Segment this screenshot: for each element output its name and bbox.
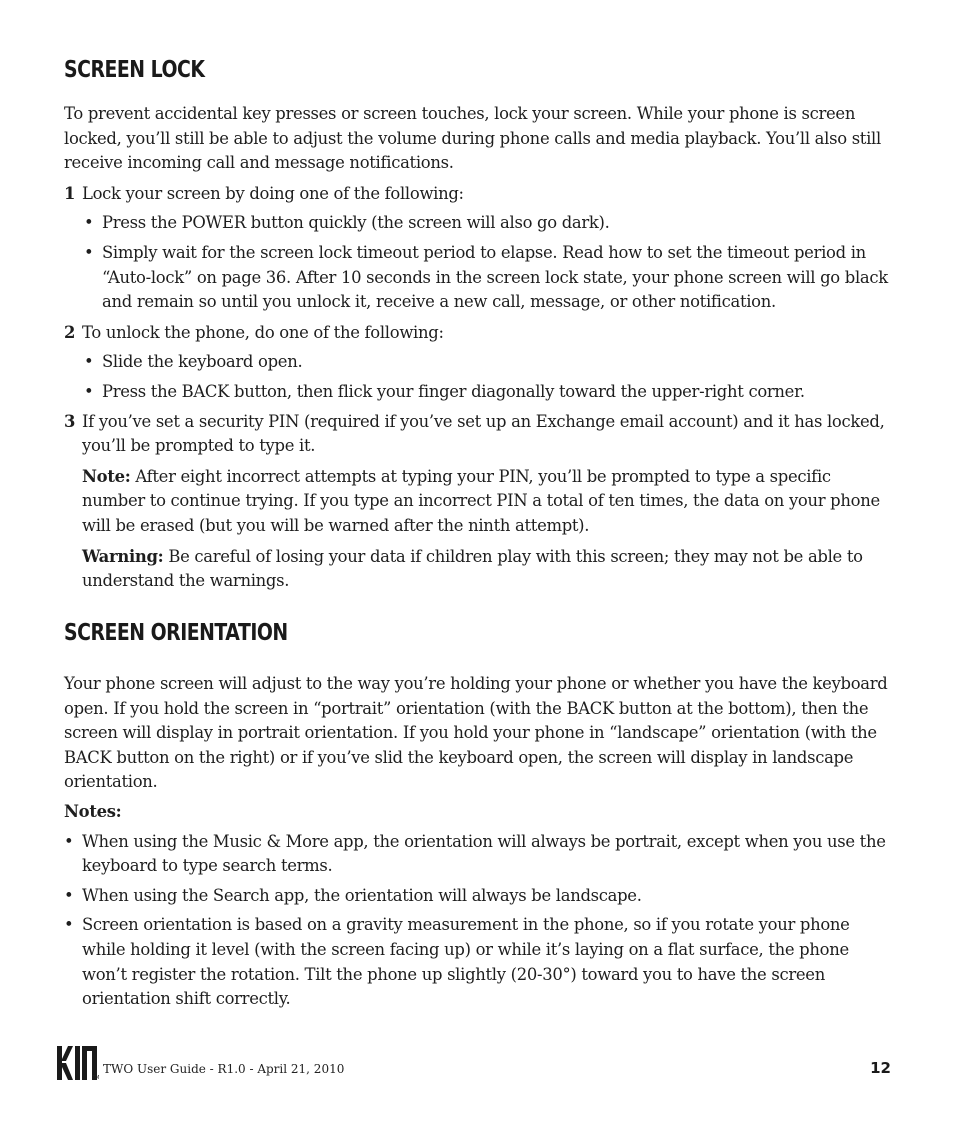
- bullet-icon: •: [84, 352, 94, 372]
- page-footer: [57, 1046, 891, 1086]
- step-number: 3: [64, 411, 76, 431]
- footer-guide-text: TWO User Guide - R1.0 - April 21, 2010: [103, 1062, 345, 1076]
- bullet-icon: •: [84, 213, 94, 233]
- bullet-icon: •: [64, 831, 74, 851]
- list-item-text: Press the POWER button quickly (the screen will also go dark).: [102, 213, 610, 233]
- list-item-text: Simply wait for the screen lock timeout period to elapse. Read how to set the timeout period in “Auto-lock” on page 36. After 10 seconds in the screen lock state, your phone screen will go black and remain so until you unlock it, receive a new call, message, or other notification.: [102, 242, 888, 312]
- warning-paragraph: [64, 545, 890, 594]
- list-item: [64, 211, 890, 236]
- warning-text: Be careful of losing your data if children play with this screen; they may not be able to understand the warnings.: [82, 546, 863, 591]
- trademark: TM: [92, 1075, 100, 1081]
- list-item-text: Press the BACK button, then flick your finger diagonally toward the upper-right corner.: [102, 381, 805, 401]
- step-3: [64, 410, 890, 459]
- bullet-icon: •: [84, 381, 94, 401]
- list-item: [64, 913, 890, 1011]
- note-paragraph: [64, 465, 890, 539]
- section-heading-screen-orientation: SCREEN ORIENTATION: [64, 620, 288, 646]
- list-item: [64, 380, 890, 405]
- kin-logo: [57, 1046, 100, 1081]
- step-2: [64, 321, 890, 346]
- list-item: [64, 350, 890, 375]
- screen-lock-intro: To prevent accidental key presses or screen touches, lock your screen. While your phone is screen locked, you’ll still be able to adjust the volume during phone calls and media playback. You’ll also still receive incoming call and message notifications.: [64, 104, 881, 173]
- list-item-text: When using the Music & More app, the orientation will always be portrait, except when you use the keyboard to type search terms.: [82, 831, 886, 876]
- screen-lock-body: [64, 102, 890, 594]
- bullet-icon: •: [64, 885, 74, 905]
- page-number: 12: [870, 1059, 891, 1077]
- note-label: Note:: [82, 466, 131, 486]
- list-item-text: Slide the keyboard open.: [102, 352, 303, 372]
- step-number: 1: [64, 183, 76, 203]
- step-number: 2: [64, 322, 76, 342]
- warning-label: Warning:: [82, 546, 164, 566]
- list-item: [64, 830, 890, 879]
- step-text: Lock your screen by doing one of the following:: [82, 183, 464, 203]
- bullet-icon: •: [64, 915, 74, 935]
- screen-orientation-body: [64, 672, 890, 1012]
- step-1: [64, 182, 890, 207]
- list-item: [64, 884, 890, 909]
- list-item-text: When using the Search app, the orientation will always be landscape.: [82, 885, 642, 905]
- list-item: [64, 241, 890, 315]
- step-text: To unlock the phone, do one of the following:: [82, 322, 444, 342]
- note-text: After eight incorrect attempts at typing your PIN, you’ll be prompted to type a specific number to continue trying. If you type an incorrect PIN a total of ten times, the data on your phone will be erased (but you will be warned after the ninth attempt).: [82, 466, 880, 535]
- list-item-text: Screen orientation is based on a gravity measurement in the phone, so if you rotate your phone while holding it level (with the screen facing up) or while it’s laying on a flat surface, the phone won’t register the rotation. Tilt the phone up slightly (20-30°) toward you to have the screen orientation shift correctly.: [82, 915, 850, 1009]
- screen-orientation-intro: Your phone screen will adjust to the way you’re holding your phone or whether you have the keyboard open. If you hold the screen in “portrait” orientation (with the BACK button at the bottom), then the screen will display in portrait orientation. If you hold your phone in “landscape” orientation (with the BACK button on the right) or if you’ve slid the keyboard open, the screen will display in landscape orientation.: [64, 674, 888, 792]
- notes-label: Notes:: [64, 801, 122, 821]
- section-heading-screen-lock: SCREEN LOCK: [64, 57, 205, 83]
- step-text: If you’ve set a security PIN (required if you’ve set up an Exchange email account) and it has locked, you’ll be prompted to type it.: [82, 411, 885, 456]
- bullet-icon: •: [84, 242, 94, 262]
